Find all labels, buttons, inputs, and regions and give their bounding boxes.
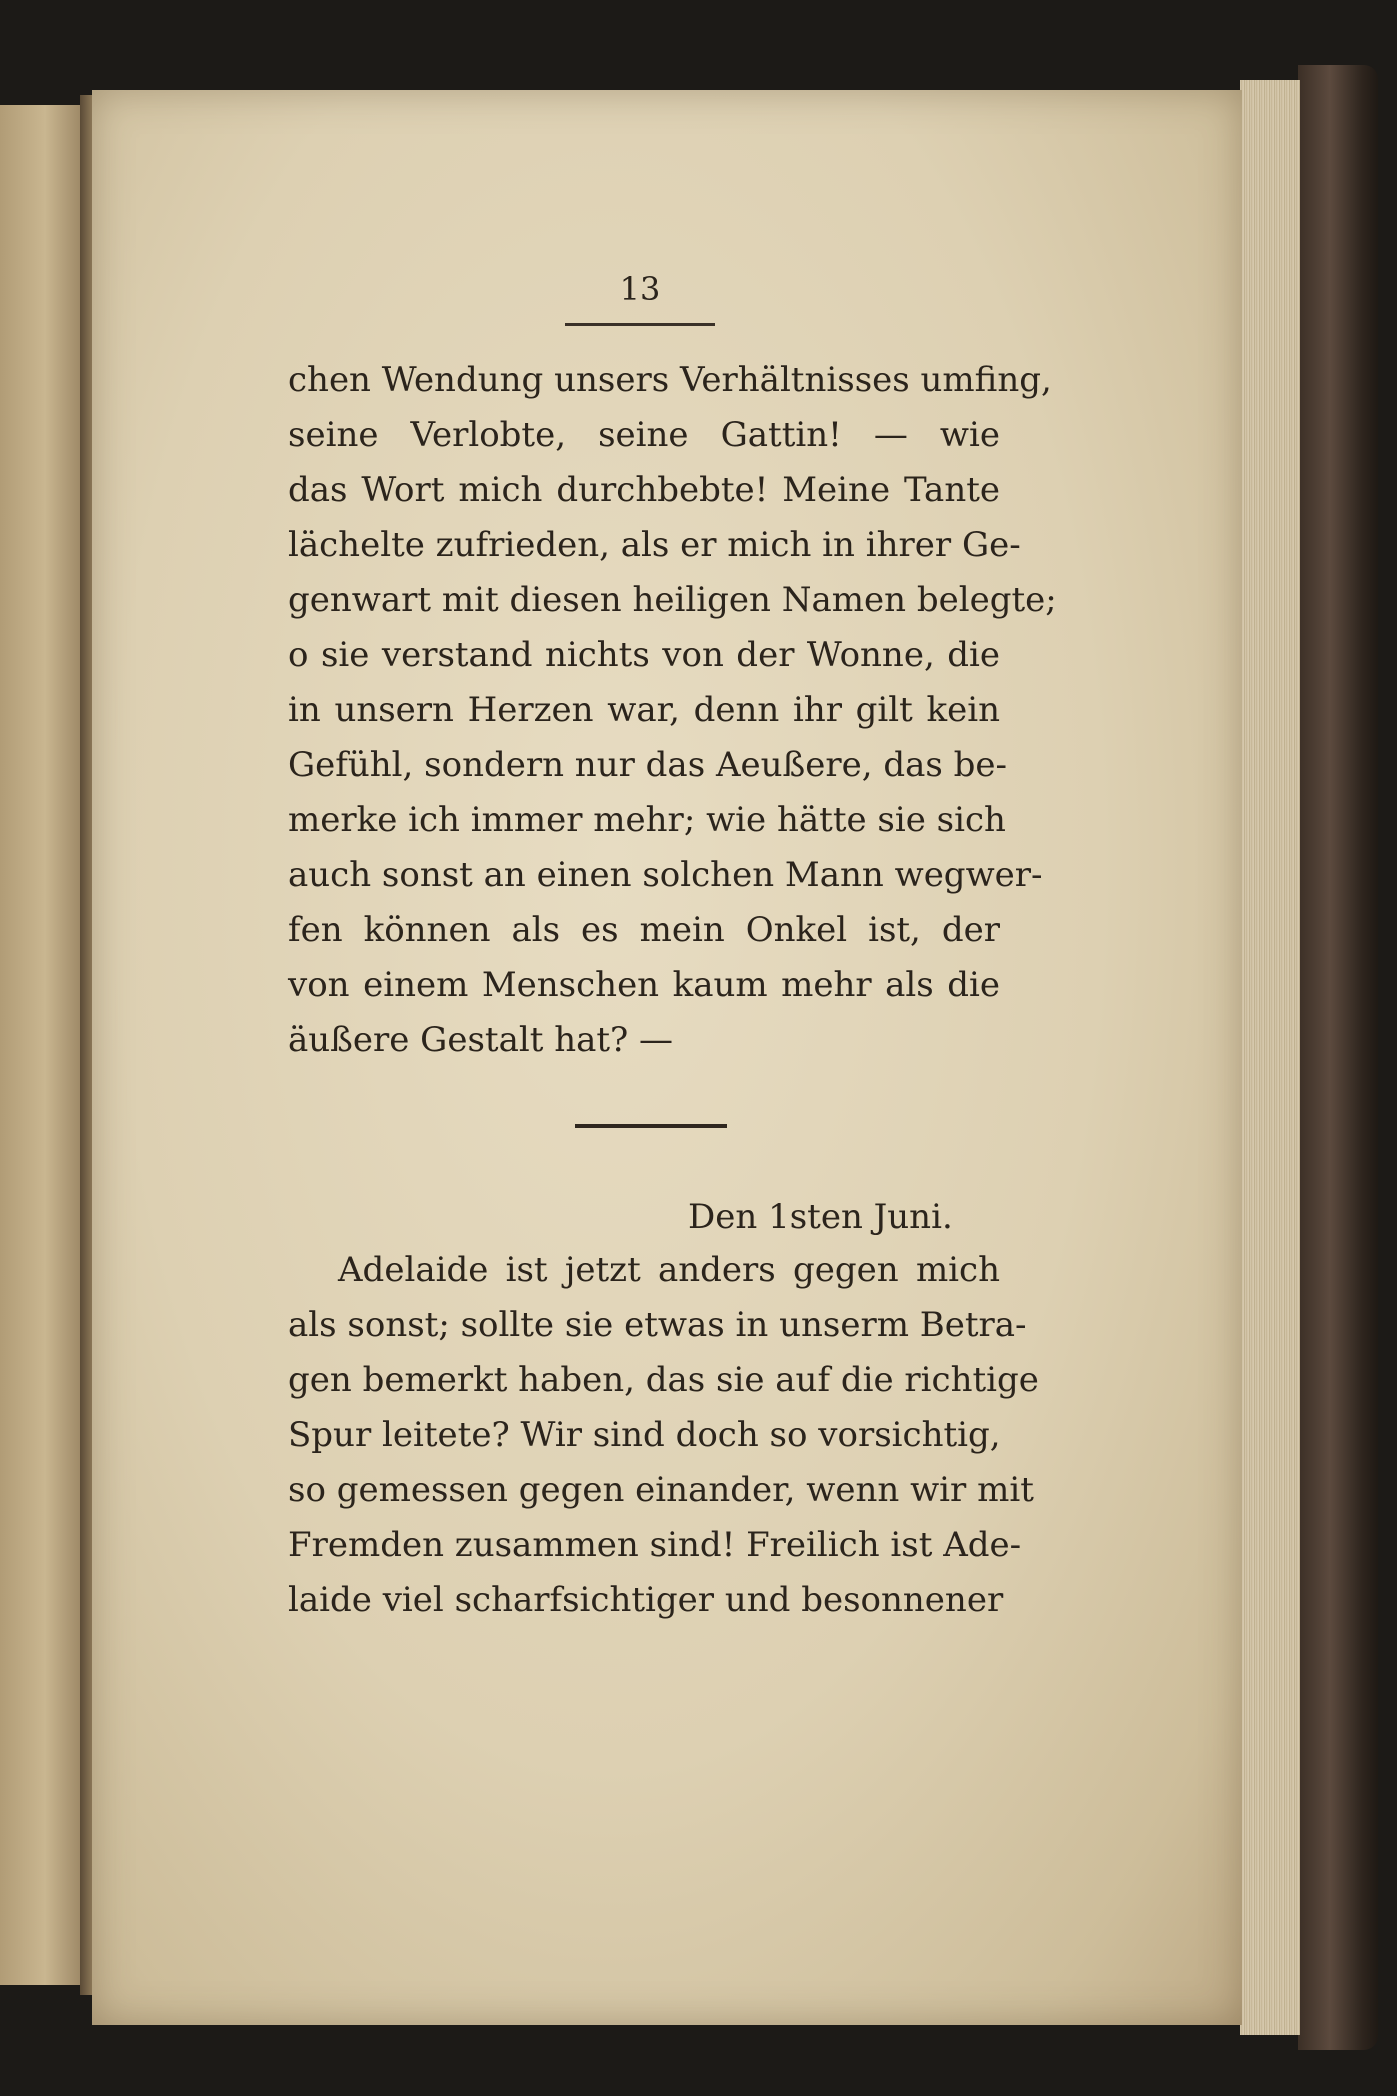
text-line: auch sonst an einen solchen Mann wegwer-	[288, 855, 1043, 895]
text-line: als sonst; sollte sie etwas in unserm Betra-	[288, 1305, 1027, 1345]
text-line: Fremden zusammen sind! Freilich ist Ade-	[288, 1525, 1022, 1565]
text-line: das Wort mich durchbebte! Meine Tante	[288, 470, 1000, 510]
page-number: 13	[619, 270, 661, 308]
text-line: von einem Menschen kaum mehr als die	[288, 965, 1000, 1005]
text-line: merke ich immer mehr; wie hätte sie sich	[288, 800, 1006, 840]
text-line: gen bemerkt haben, das sie auf die richtige	[288, 1360, 1039, 1400]
page-number-rule	[565, 323, 715, 326]
text-line: äußere Gestalt hat? —	[288, 1020, 674, 1060]
text-line: seine Verlobte, seine Gattin! — wie	[288, 415, 1000, 455]
text-line: lächelte zufrieden, als er mich in ihrer Ge-	[288, 525, 1021, 565]
text-line: fen können als es mein Onkel ist, der	[288, 910, 1000, 950]
text-line: chen Wendung unsers Verhältnisses umfing,	[288, 360, 1052, 400]
left-page-edge	[0, 105, 85, 1985]
text-line: Spur leitete? Wir sind doch so vorsichtig,	[288, 1415, 1001, 1455]
page-edges	[1240, 80, 1300, 2035]
section-divider	[575, 1124, 727, 1128]
text-line: so gemessen gegen einander, wenn wir mit	[288, 1470, 1034, 1510]
book-cover	[1298, 65, 1378, 2050]
date-heading: Den 1sten Juni.	[688, 1197, 953, 1237]
text-line: Adelaide ist jetzt anders gegen mich	[338, 1250, 1000, 1290]
text-line: in unsern Herzen war, denn ihr gilt kein	[288, 690, 1000, 730]
text-line: o sie verstand nichts von der Wonne, die	[288, 635, 1000, 675]
text-line: genwart mit diesen heiligen Namen belegte;	[288, 580, 1057, 620]
text-line: laide viel scharfsichtiger und besonnener	[288, 1580, 1004, 1620]
text-line: Gefühl, sondern nur das Aeußere, das be-	[288, 745, 1008, 785]
